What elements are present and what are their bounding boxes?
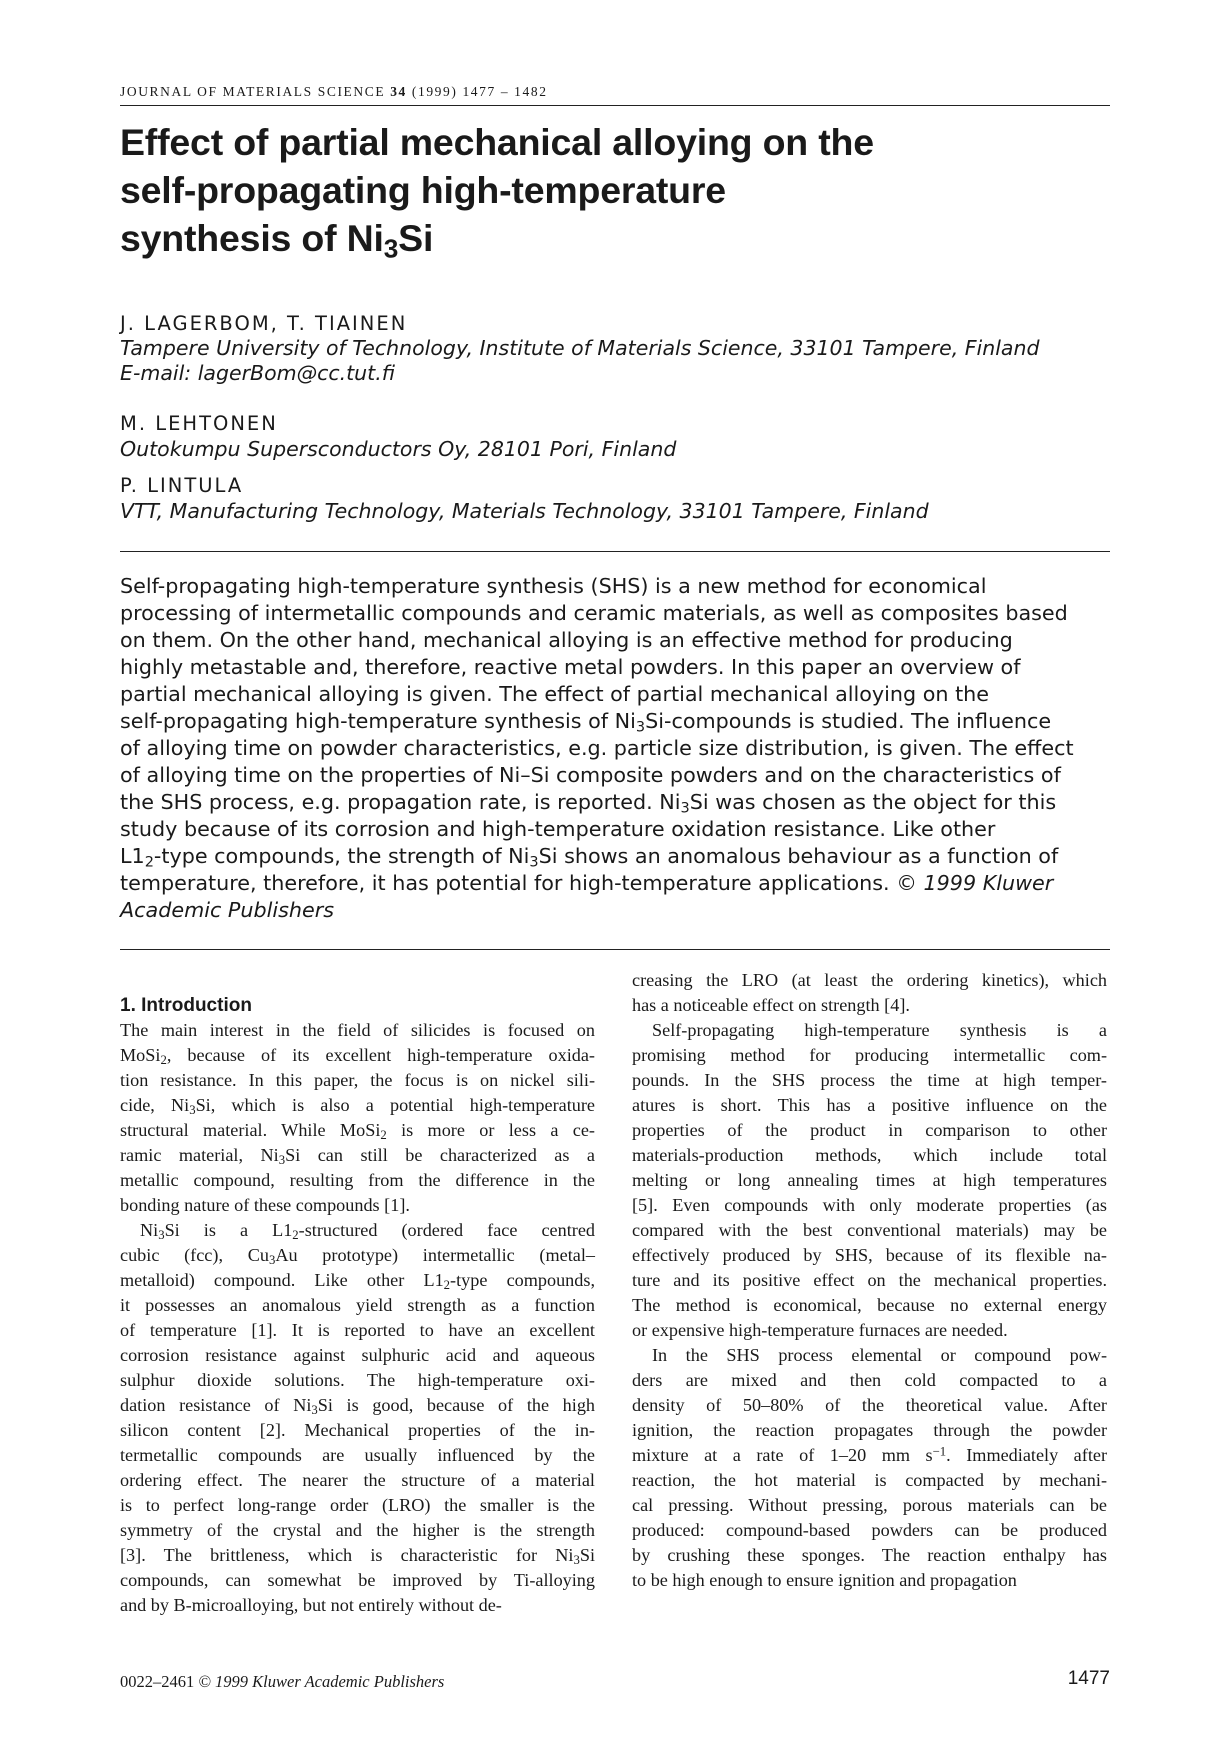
body-text-line: produced: compound-based powders can be produced: [632, 1520, 1107, 1540]
body-text-line: sulphur dioxide solutions. The high-temperature oxi-: [120, 1370, 595, 1390]
body-text-line: The method is economical, because no external energy: [632, 1295, 1107, 1315]
body-text-line: The main interest in the field of silicides is focused on: [120, 1020, 595, 1040]
body-text-line: compared with the best conventional materials) may be: [632, 1220, 1107, 1240]
body-text-line: MoSi$_2$, because of its excellent high-temperature oxida-: [120, 1045, 595, 1068]
body-text-line: materials-production methods, which include total: [632, 1145, 1107, 1165]
abstract-line: on them. On the other hand, mechanical alloying is an effective method for producing: [120, 628, 1013, 652]
author-affiliation-3: VTT, Manufacturing Technology, Materials Technology, 33101 Tampere, Finland: [120, 499, 929, 523]
journal-name: JOURNAL OF MATERIALS SCIENCE: [120, 84, 386, 99]
abstract-top-rule: [120, 551, 1110, 552]
author-affiliation-1: Tampere University of Technology, Institute of Materials Science, 33101 Tampere, Finland: [120, 336, 1040, 360]
body-text-line: silicon content [2]. Mechanical properties of the in-: [120, 1420, 595, 1440]
author-names-1: J. LAGERBOM, T. TIAINEN: [120, 312, 408, 335]
body-text-line: of temperature [1]. It is reported to have an excellent: [120, 1320, 595, 1340]
abstract-line: of alloying time on powder characteristics, e.g. particle size distribution, is given. The effect: [120, 736, 1074, 760]
header-rule: [120, 105, 1110, 106]
article-title: [120, 118, 1110, 262]
body-text-line: symmetry of the crystal and the higher is the strength: [120, 1520, 595, 1540]
body-text-line: bonding nature of these compounds [1].: [120, 1195, 410, 1215]
body-text-line: [5]. Even compounds with only moderate properties (as: [632, 1195, 1107, 1215]
body-text-line: In the SHS process elemental or compound pow-: [652, 1345, 1107, 1365]
body-text-line: atures is short. This has a positive influence on the: [632, 1095, 1107, 1115]
body-text-line: pounds. In the SHS process the time at high temper-: [632, 1070, 1107, 1090]
body-text-line: structural material. While MoSi$_2$ is more or less a ce-: [120, 1120, 595, 1143]
body-column-right: [632, 968, 1107, 1593]
abstract-line: Self-propagating high-temperature synthesis (SHS) is a new method for economical: [120, 574, 987, 598]
body-text-line: creasing the LRO (at least the ordering kinetics), which: [632, 970, 1107, 990]
abstract-line: highly metastable and, therefore, reactive metal powders. In this paper an overview of: [120, 655, 1021, 679]
body-text-line: to be high enough to ensure ignition and propagation: [632, 1570, 1017, 1590]
body-text-line: metalloid) compound. Like other $L1_2$-type compounds,: [120, 1270, 595, 1293]
footer-left: [120, 1672, 444, 1692]
body-text-line: and by B-microalloying, but not entirely without de-: [120, 1595, 502, 1615]
author-email[interactable]: E-mail: lagerBom@cc.tut.fi: [120, 361, 395, 385]
body-text-line: Self-propagating high-temperature synthesis is a: [652, 1020, 1107, 1040]
journal-header: [120, 84, 1110, 100]
body-text-line: ders are mixed and then cold compacted to a: [632, 1370, 1107, 1390]
abstract-bottom-rule: [120, 949, 1110, 950]
title-line-3: synthesis of $Ni_3Si$: [120, 217, 434, 264]
abstract-line: Academic Publishers: [120, 898, 335, 922]
body-text-line: $Ni_3Si$ is a $L1_2$-structured (ordered face centred: [140, 1220, 595, 1243]
author-names-2: M. LEHTONEN: [120, 412, 278, 435]
body-text-line: properties of the product in comparison to other: [632, 1120, 1107, 1140]
abstract-line: of alloying time on the properties of Ni–Si composite powders and on the characteristics of: [120, 763, 1061, 787]
abstract-line: study because of its corrosion and high-temperature oxidation resistance. Like other: [120, 817, 996, 841]
abstract-line: temperature, therefore, it has potential for high-temperature applications. © 1999 Kluwer: [120, 871, 1054, 895]
body-text-line: mixture at a rate of 1–20 mm $s^{-1}$. Immediately after: [632, 1444, 1107, 1465]
body-text-line: cide, $Ni_3Si$, which is also a potential high-temperature: [120, 1095, 595, 1118]
body-text-line: promising method for producing intermetallic com-: [632, 1045, 1107, 1065]
body-text-line: tion resistance. In this paper, the focus is on nickel sili-: [120, 1070, 595, 1090]
body-text-line: melting or long annealing times at high temperatures: [632, 1170, 1107, 1190]
abstract-line: the SHS process, e.g. propagation rate, is reported. $Ni_3Si$ was chosen as the object for this: [120, 790, 1057, 817]
title-line-1: Effect of partial mechanical alloying on the: [120, 121, 874, 163]
abstract-line: $L1_2$-type compounds, the strength of $Ni_3Si$ shows an anomalous behaviour as a function of: [120, 844, 1059, 871]
abstract-copyright: © 1999 Kluwer: [896, 871, 1054, 895]
section-heading: 1. Introduction: [120, 995, 252, 1016]
body-text-line: compounds, can somewhat be improved by Ti-alloying: [120, 1570, 595, 1590]
body-text-line: reaction, the hot material is compacted by mechani-: [632, 1470, 1107, 1490]
body-text-line: it possesses an anomalous yield strength as a function: [120, 1295, 595, 1315]
body-column-left: [120, 993, 595, 1618]
footer-copyright: © 1999 Kluwer Academic Publishers: [198, 1672, 445, 1691]
abstract: [120, 573, 1115, 924]
body-text-line: or expensive high-temperature furnaces are needed.: [632, 1320, 1008, 1340]
journal-year-pages: (1999) 1477 – 1482: [411, 84, 548, 99]
body-text-line: ignition, the reaction propagates through the powder: [632, 1420, 1107, 1440]
body-text-line: ture and its positive effect on the mechanical properties.: [632, 1270, 1107, 1290]
body-text-line: dation resistance of $Ni_3Si$ is good, because of the high: [120, 1395, 596, 1418]
body-text-line: effectively produced by SHS, because of its flexible na-: [632, 1245, 1107, 1265]
body-text-line: has a noticeable effect on strength [4].: [632, 995, 910, 1015]
page-number: 1477: [1067, 1668, 1110, 1689]
body-text-line: metallic compound, resulting from the difference in the: [120, 1170, 595, 1190]
title-line-2: self-propagating high-temperature: [120, 169, 726, 211]
journal-volume: 34: [390, 84, 407, 99]
body-text-line: cal pressing. Without pressing, porous materials can be: [632, 1495, 1107, 1515]
abstract-line: partial mechanical alloying is given. The effect of partial mechanical alloying on the: [120, 682, 990, 706]
abstract-line: self-propagating high-temperature synthesis of $Ni_3Si$-compounds is studied. The influence: [120, 709, 1052, 736]
body-text-line: corrosion resistance against sulphuric acid and aqueous: [120, 1345, 595, 1365]
body-text-line: is to perfect long-range order (LRO) the smaller is the: [120, 1495, 595, 1515]
author-affiliation-2: Outokumpu Supersconductors Oy, 28101 Pori, Finland: [120, 437, 677, 461]
body-text-line: ordering effect. The nearer the structure of a material: [120, 1470, 595, 1490]
body-text-line: density of 50–80% of the theoretical value. After: [632, 1395, 1107, 1415]
body-text-line: [3]. The brittleness, which is characteristic for $Ni_3Si$: [120, 1545, 595, 1568]
footer-issn: 0022–2461: [120, 1672, 195, 1691]
body-text-line: termetallic compounds are usually influenced by the: [120, 1445, 595, 1465]
abstract-line: processing of intermetallic compounds and ceramic materials, as well as composites based: [120, 601, 1068, 625]
body-text-line: ramic material, $Ni_3Si$ can still be characterized as a: [120, 1145, 595, 1168]
author-names-3: P. LINTULA: [120, 474, 244, 497]
body-text-line: cubic (fcc), $Cu_3Au$ prototype) intermetallic (metal–: [120, 1245, 595, 1268]
body-text-line: by crushing these sponges. The reaction enthalpy has: [632, 1545, 1107, 1565]
